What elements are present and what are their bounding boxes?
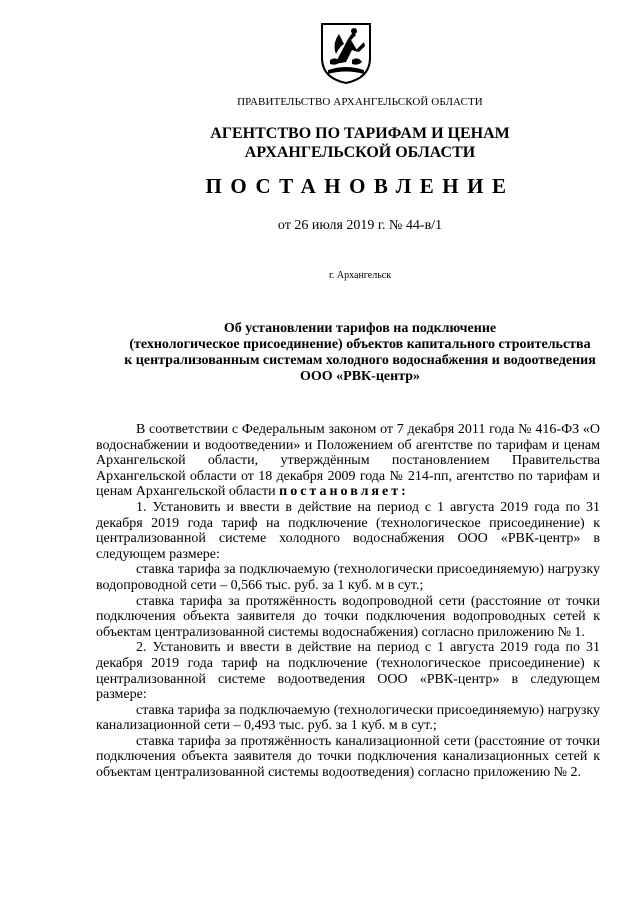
intro-paragraph bbox=[96, 422, 600, 500]
document-city: г. Архангельск bbox=[328, 270, 392, 281]
coat-of-arms-icon bbox=[318, 20, 374, 86]
subject-line-1: Об установлении тарифов на подключение bbox=[223, 321, 497, 336]
clause-2: 2. Установить и ввести в действие на период с 1 августа 2019 года по 31 декабря 2019 года тариф на подключение (технологическое присоединение) к централизованной системе водоотведения ООО «РВК-центр» в следующем размере: bbox=[96, 640, 600, 703]
intro-text: В соответствии с Федеральным законом от 7 декабря 2011 года № 416-ФЗ «О водоснабжении и водоотведении» и Положением об агентстве по тарифам и ценам Архангельской области, утверждённым постановлением Правительства Архангельской области от 18 декабря 2009 года № 214-пп, агентство по тарифам и ценам Архангельской области bbox=[96, 422, 600, 500]
document-subject bbox=[80, 321, 640, 385]
agency-name-line-2: АРХАНГЕЛЬСКОЙ ОБЛАСТИ bbox=[244, 144, 476, 161]
clause-1: 1. Установить и ввести в действие на период с 1 августа 2019 года по 31 декабря 2019 года тариф на подключение (технологическое присоединение) к централизованной системе холодного водоснабжения ООО «РВК-центр» в следующем размере: bbox=[96, 499, 600, 562]
subject-line-3: к централизованным системам холодного водоснабжения и водоотведения bbox=[124, 353, 596, 368]
clause-2-item-a: ставка тарифа за подключаемую (технологически присоединяемую) нагрузку канализационной сети – 0,493 тыс. руб. за 1 куб. м в сут.; bbox=[96, 702, 600, 734]
document-body bbox=[96, 422, 600, 781]
document-type-title: ПОСТАНОВЛЕНИЕ bbox=[205, 174, 515, 198]
document-date-number: от 26 июля 2019 г. № 44-в/1 bbox=[277, 218, 443, 233]
agency-name bbox=[80, 124, 640, 162]
intro-verb: постановляет: bbox=[279, 484, 409, 500]
coat-of-arms-emblem bbox=[318, 20, 374, 86]
government-name: ПРАВИТЕЛЬСТВО АРХАНГЕЛЬСКОЙ ОБЛАСТИ bbox=[237, 96, 483, 108]
clause-2-item-b: ставка тарифа за протяжённость канализационной сети (расстояние от точки подключения объекта заявителя до точки подключения канализационных сетей к объектам централизованной системы водоотведения) согласно приложению № 2. bbox=[96, 733, 600, 781]
agency-name-line-1: АГЕНТСТВО ПО ТАРИФАМ И ЦЕНАМ bbox=[210, 125, 510, 142]
clause-1-item-a: ставка тарифа за подключаемую (технологически присоединяемую) нагрузку водопроводной сети – 0,566 тыс. руб. за 1 куб. м в сут.; bbox=[96, 562, 600, 593]
subject-line-2: (технологическое присоединение) объектов капитального строительства bbox=[129, 337, 591, 352]
subject-line-4: ООО «РВК-центр» bbox=[299, 369, 421, 384]
clause-1-item-b: ставка тарифа за протяжённость водопроводной сети (расстояние от точки подключения объекта заявителя до точки подключения водопроводных сетей к объектам централизованной системы водоснабжения) согласно приложению № 1. bbox=[96, 593, 600, 640]
